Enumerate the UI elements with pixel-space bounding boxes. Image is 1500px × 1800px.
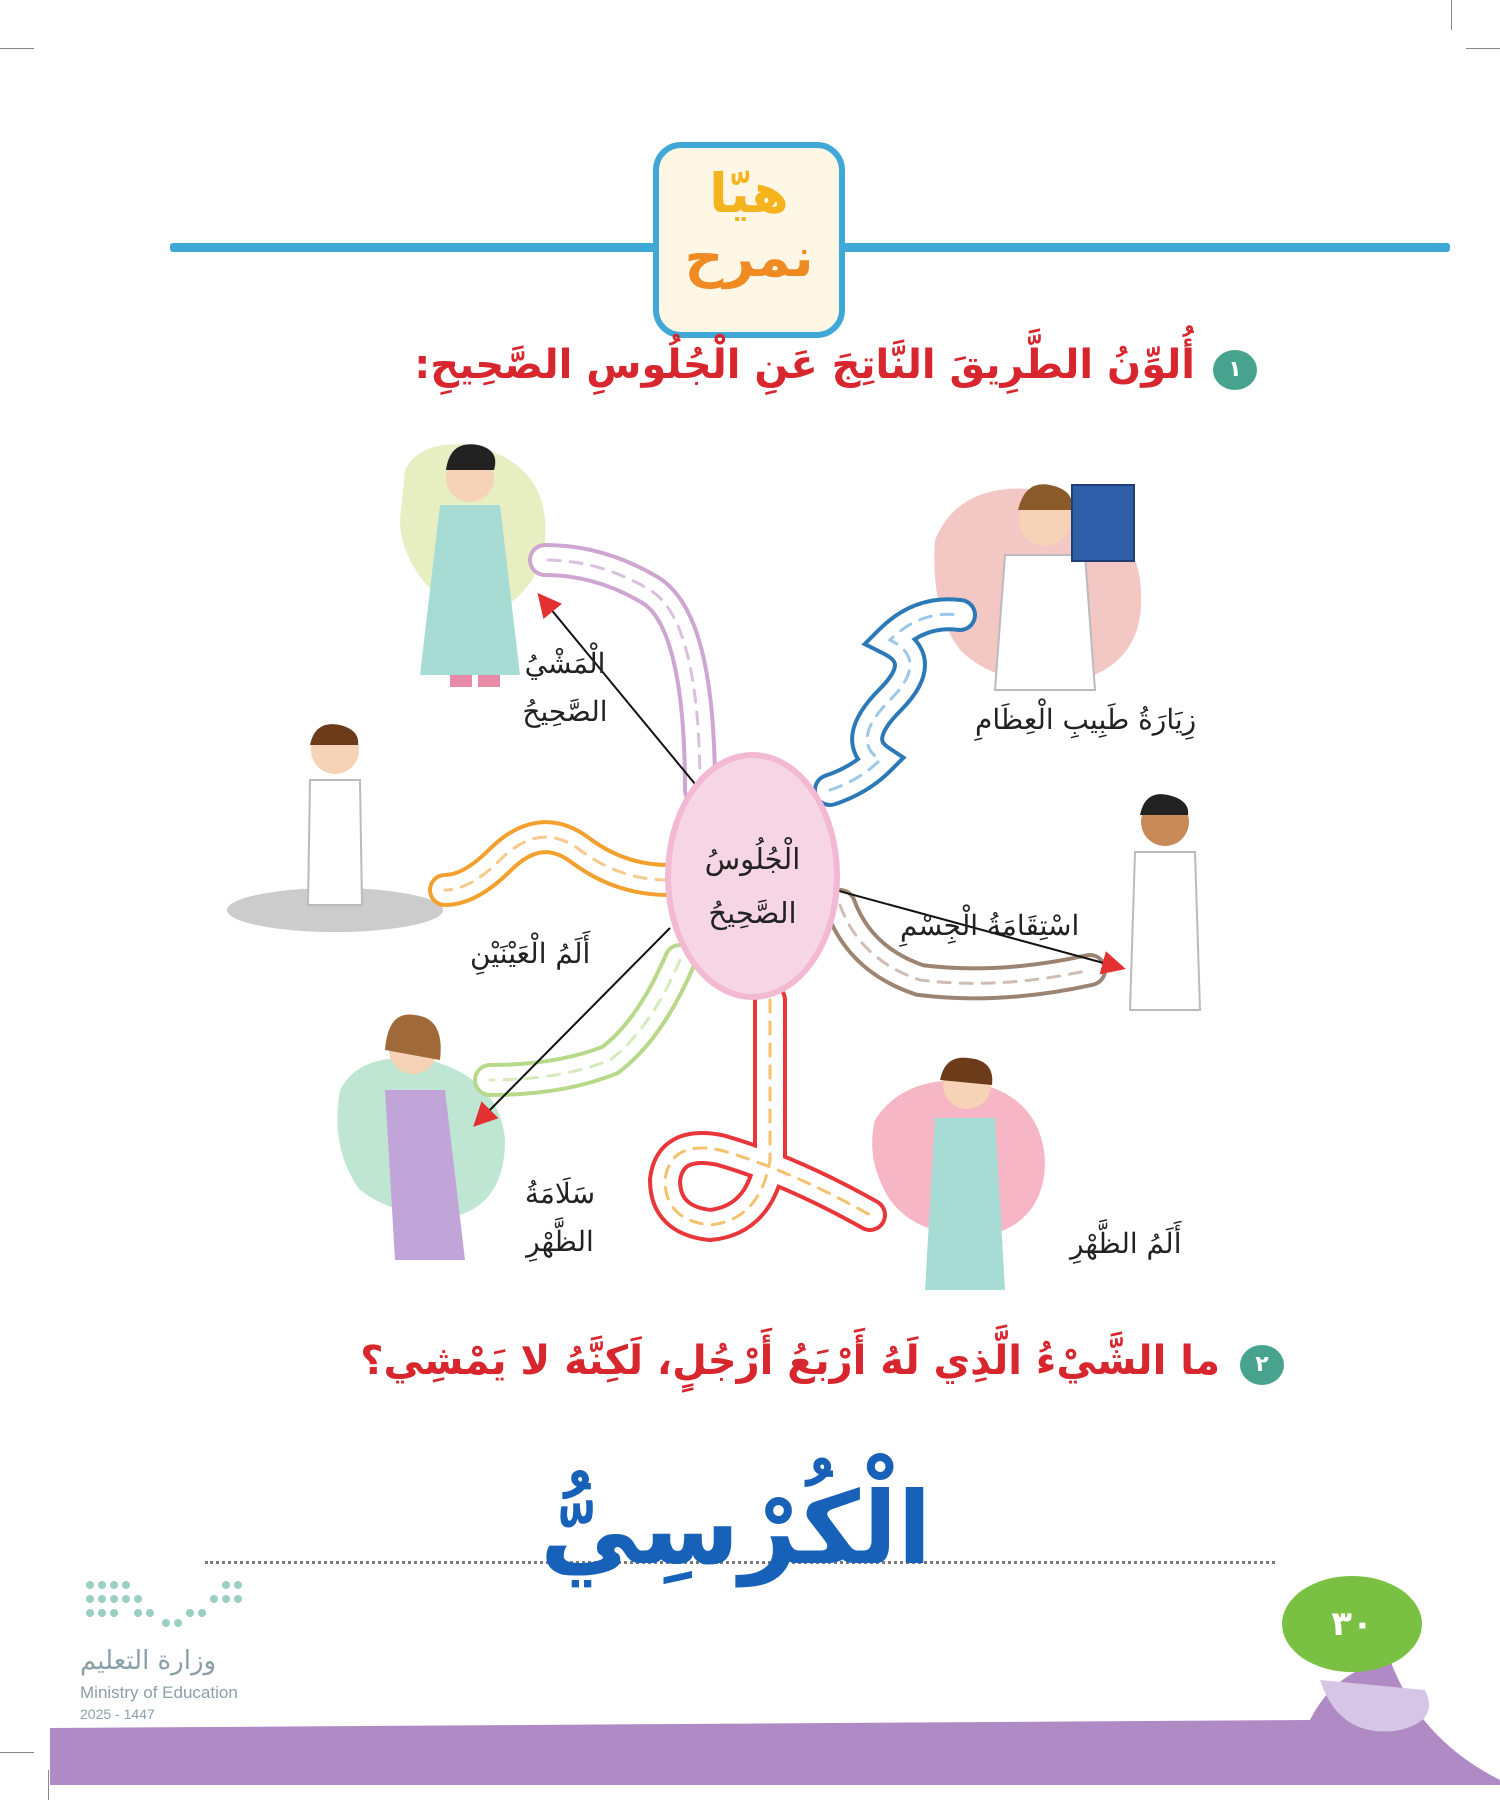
logo-line1: هيّا	[709, 162, 789, 225]
center-label	[680, 832, 825, 940]
label-back-pain: أَلَمُ الظَّهْرِ	[1070, 1227, 1182, 1260]
ministry-name-en: Ministry of Education	[80, 1683, 238, 1702]
question1-number: ١	[1213, 350, 1257, 390]
answer-text: الْكُرْسِيُّ	[540, 1470, 932, 1587]
label-back-safety-line2: الظَّهْرِ	[526, 1225, 594, 1258]
question2-text: ما الشَّيْءُ الَّذِي لَهُ أَرْبَعُ أَرْجُلٍ، لَكِنَّهُ لا يَمْشِي؟	[360, 1338, 1220, 1384]
ministry-logo-dots-icon	[80, 1575, 260, 1635]
label-correct-walking-line1: الْمَشْيُ	[524, 647, 606, 680]
label-back-safety-line1: سَلَامَةُ	[524, 1177, 596, 1210]
label-body-straightness: اسْتِقَامَةُ الْجِسْمِ	[900, 909, 1080, 942]
boy-straight-figure	[1130, 794, 1200, 1010]
boy-eye-pain-figure	[308, 724, 362, 905]
label-correct-walking-line2: الصَّحِيحُ	[522, 695, 608, 728]
center-line2: الصَّحِيحُ	[708, 896, 797, 930]
label-back-safety	[505, 1170, 615, 1266]
label-eye-pain: أَلَمُ الْعَيْنَيْنِ	[470, 937, 591, 970]
logo-line2: نمرح	[684, 226, 814, 289]
label-bone-doctor: زِيَارَةُ طَبِيبِ الْعِظَامِ	[975, 703, 1197, 736]
ministry-name-ar: وزارة التعليم	[80, 1646, 217, 1676]
center-line1: الْجُلُوسُ	[704, 842, 801, 876]
ministry-year: 2025 - 1447	[80, 1706, 155, 1722]
page-number: ٣٠	[1282, 1576, 1422, 1672]
label-correct-walking	[505, 640, 625, 736]
question1-text: أُلوِّنُ الطَّرِيقَ النَّاتِجَ عَنِ الْجُلُوسِ الصَّحِيحِ:	[414, 342, 1195, 388]
question2-number: ٢	[1240, 1345, 1284, 1385]
